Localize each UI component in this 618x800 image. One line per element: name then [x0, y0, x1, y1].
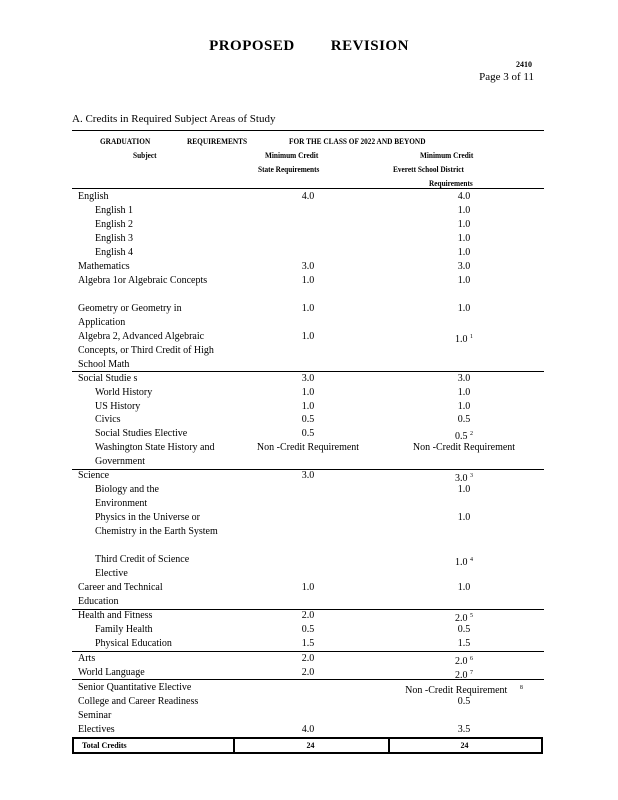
row-arts-label: Arts — [78, 653, 96, 664]
row-us-history-state: 1.0 — [301, 401, 315, 412]
total-credits-row — [72, 737, 543, 754]
row-wa-history-state: Non -Credit Requirement — [256, 442, 360, 453]
row-physics-label: Physics in the Universe or Chemistry in the Earth System — [95, 512, 218, 537]
row-algebra2-label: Algebra 2, Advanced Algebraic Concepts, or Third Credit of High School Math — [78, 331, 214, 370]
total-label: Total Credits — [82, 741, 127, 750]
header-graduation: GRADUATION — [100, 136, 151, 146]
row-ss-elective-state: 0.5 — [301, 428, 315, 439]
title-word-proposed: PROPOSED — [209, 38, 295, 54]
row-wa-history-label: Washington State History and Government — [95, 442, 215, 467]
row-algebra1-everett: 1.0 — [457, 275, 471, 286]
row-algebra1-state: 1.0 — [301, 275, 315, 286]
row-civics-label: Civics — [95, 414, 121, 425]
row-electives-state: 4.0 — [301, 724, 315, 735]
row-ss-elective-everett: 0.5 $^2$ — [455, 431, 473, 442]
row-wa-history-everett: Non -Credit Requirement — [412, 442, 516, 453]
row-arts-everett: 2.0 $^6$ — [455, 656, 473, 667]
row-cte-everett: 1.0 — [457, 582, 471, 593]
row-english1-label: English 1 — [95, 205, 134, 216]
row-world-language-everett: 2.0 $^7$ — [455, 670, 473, 681]
row-english1-everett: 1.0 — [457, 205, 471, 216]
row-third-science-label: Third Credit of Science Elective — [95, 554, 190, 579]
row-english3-everett: 1.0 — [457, 233, 471, 244]
document-number: 2410 — [516, 60, 532, 69]
footnote-marker: 3 — [470, 473, 473, 479]
row-english2-label: English 2 — [95, 219, 134, 230]
row-family-health-label: Family Health — [95, 624, 153, 635]
total-everett: 24 — [460, 741, 469, 750]
row-world-language-label: World Language — [78, 667, 145, 678]
row-family-health-state: 0.5 — [301, 624, 315, 635]
row-geometry-everett: 1.0 — [457, 303, 471, 314]
row-english-state: 4.0 — [301, 191, 315, 202]
table-top-rule — [72, 130, 544, 131]
row-science-label: Science — [78, 470, 110, 481]
row-cte-label: Career and Technical Education — [78, 582, 163, 607]
row-world-history-label: World History — [95, 387, 153, 398]
footnote-marker: 5 — [470, 613, 473, 619]
row-electives-label: Electives — [78, 724, 115, 735]
row-civics-everett: 0.5 — [457, 414, 471, 425]
row-electives-everett: 3.5 — [457, 724, 471, 735]
row-english-everett: 4.0 — [457, 191, 471, 202]
header-requirements: REQUIREMENTS — [187, 136, 248, 146]
header-min-credit-everett: Minimum Credit — [420, 150, 474, 160]
total-state: 24 — [306, 741, 315, 750]
row-pe-label: Physical Education — [95, 638, 172, 649]
row-algebra2-state: 1.0 — [301, 331, 315, 342]
footnote-marker: 8 — [519, 685, 523, 691]
row-arts-state: 2.0 — [301, 653, 315, 664]
page-number: Page 3 of 11 — [479, 71, 534, 83]
row-english4-label: English 4 — [95, 247, 134, 258]
footnote-marker: 2 — [470, 431, 473, 437]
row-health-label: Health and Fitness — [78, 610, 153, 621]
row-ss-elective-label: Social Studies Elective — [95, 428, 188, 439]
row-biology-everett: 1.0 — [457, 484, 471, 495]
rule-english — [72, 188, 544, 189]
header-subject: Subject — [133, 150, 157, 160]
row-family-health-everett: 0.5 — [457, 624, 471, 635]
row-health-state: 2.0 — [301, 610, 315, 621]
row-science-everett: 3.0 $^3$ — [455, 473, 473, 484]
row-us-history-label: US History — [95, 401, 141, 412]
row-social-state: 3.0 — [301, 373, 315, 384]
row-pe-everett: 1.5 — [457, 638, 471, 649]
row-geometry-label: Geometry or Geometry in Application — [78, 303, 182, 328]
row-physics-everett: 1.0 — [457, 512, 471, 523]
row-algebra1-label: Algebra 1or Algebraic Concepts — [78, 275, 208, 286]
row-english3-label: English 3 — [95, 233, 134, 244]
row-world-history-everett: 1.0 — [457, 387, 471, 398]
header-everett-district: Everett School District — [393, 164, 464, 174]
row-biology-label: Biology and the Environment — [95, 484, 159, 509]
row-senior-quant-label: Senior Quantitative Elective — [78, 682, 192, 693]
row-us-history-everett: 1.0 — [457, 401, 471, 412]
row-civics-state: 0.5 — [301, 414, 315, 425]
footnote-marker: 7 — [470, 670, 473, 676]
page-title — [0, 38, 618, 55]
footnote-marker: 1 — [470, 334, 473, 340]
footnote-marker: 6 — [470, 656, 473, 662]
row-cte-state: 1.0 — [301, 582, 315, 593]
section-heading: A. Credits in Required Subject Areas of Study — [72, 113, 276, 125]
row-english-label: English — [78, 191, 109, 202]
row-english2-everett: 1.0 — [457, 219, 471, 230]
header-state-requirements: State Requirements — [258, 164, 320, 174]
title-word-revision: REVISION — [330, 38, 409, 54]
row-third-science-everett: 1.0 $^4$ — [455, 557, 473, 568]
footnote-marker: 4 — [470, 557, 473, 563]
row-social-everett: 3.0 — [457, 373, 471, 384]
row-math-everett: 3.0 — [457, 261, 471, 272]
row-science-state: 3.0 — [301, 470, 315, 481]
row-algebra2-everett: 1.0 $^1$ — [455, 334, 473, 345]
row-math-label: Mathematics — [78, 261, 130, 272]
row-college-career-label: College and Career Readiness Seminar — [78, 696, 199, 721]
row-world-history-state: 1.0 — [301, 387, 315, 398]
row-geometry-state: 1.0 — [301, 303, 315, 314]
header-for-the-class: FOR THE CLASS OF 2022 AND BEYOND — [289, 136, 426, 146]
row-english4-everett: 1.0 — [457, 247, 471, 258]
row-pe-state: 1.5 — [301, 638, 315, 649]
row-health-everett: 2.0 $^5$ — [455, 613, 473, 624]
row-world-language-state: 2.0 — [301, 667, 315, 678]
row-math-state: 3.0 — [301, 261, 315, 272]
row-social-label: Social Studie s — [78, 373, 138, 384]
header-min-credit-state: Minimum Credit — [265, 150, 319, 160]
header-requirements-everett: Requirements — [429, 178, 473, 188]
row-senior-quant-everett: Non -Credit Requirement $^8$ — [405, 685, 523, 696]
row-college-career-everett: 0.5 — [457, 696, 471, 707]
